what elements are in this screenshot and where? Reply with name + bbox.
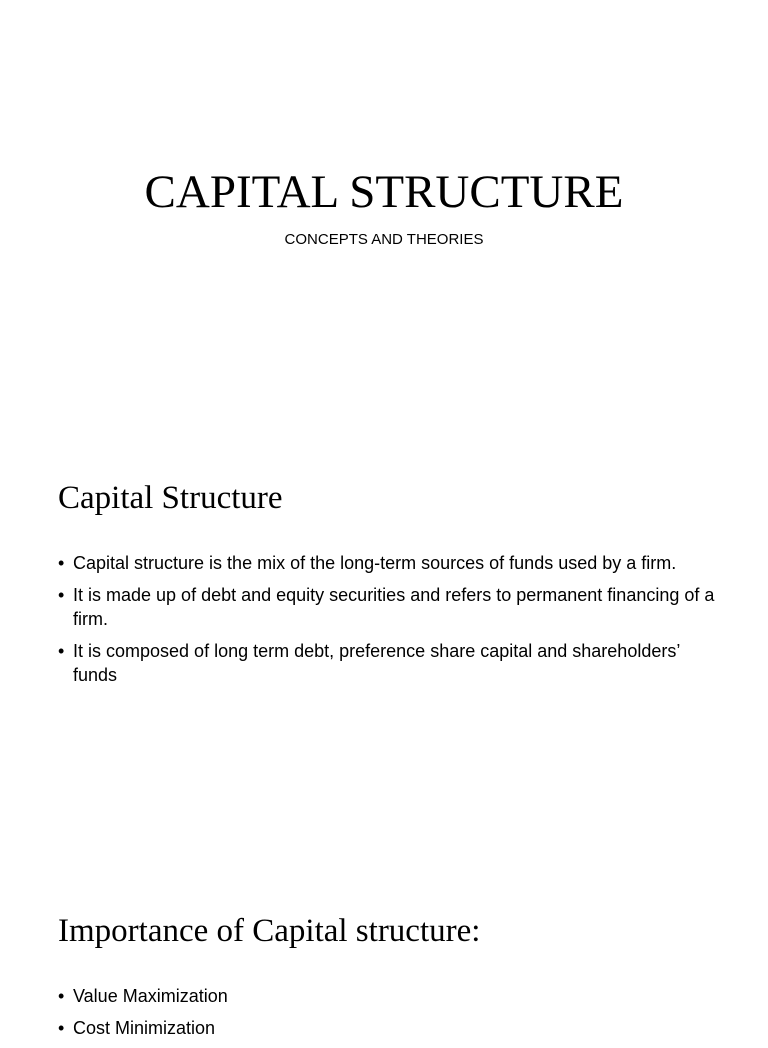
bullet-item <box>58 583 718 631</box>
bullet-dot: • <box>58 585 65 605</box>
bullet-text: It is made up of debt and equity securities and refers to permanent financing of a firm. <box>73 585 715 629</box>
importance-heading: Importance of Capital structure: <box>58 913 481 949</box>
bullet-text: Value Maximization <box>73 986 228 1006</box>
bullet-dot: • <box>58 1018 65 1038</box>
bullet-item <box>58 1016 718 1040</box>
bullet-text: Cost Minimization <box>73 1018 216 1038</box>
bullet-item <box>58 551 718 575</box>
bullet-dot: • <box>58 986 65 1006</box>
importance-bullets <box>58 984 718 1048</box>
bullet-item <box>58 984 718 1008</box>
bullet-text: Capital structure is the mix of the long-term sources of funds used by a firm. <box>73 553 677 573</box>
capital-structure-bullets <box>58 551 718 695</box>
bullet-dot: • <box>58 553 65 573</box>
bullet-text: It is composed of long term debt, preference share capital and shareholders’ funds <box>73 641 680 685</box>
capital-structure-heading: Capital Structure <box>58 480 283 516</box>
slide-title: CAPITAL STRUCTURE <box>144 166 624 218</box>
slide-subtitle: CONCEPTS AND THEORIES <box>284 231 484 248</box>
bullet-dot: • <box>58 641 65 661</box>
bullet-item <box>58 639 718 687</box>
